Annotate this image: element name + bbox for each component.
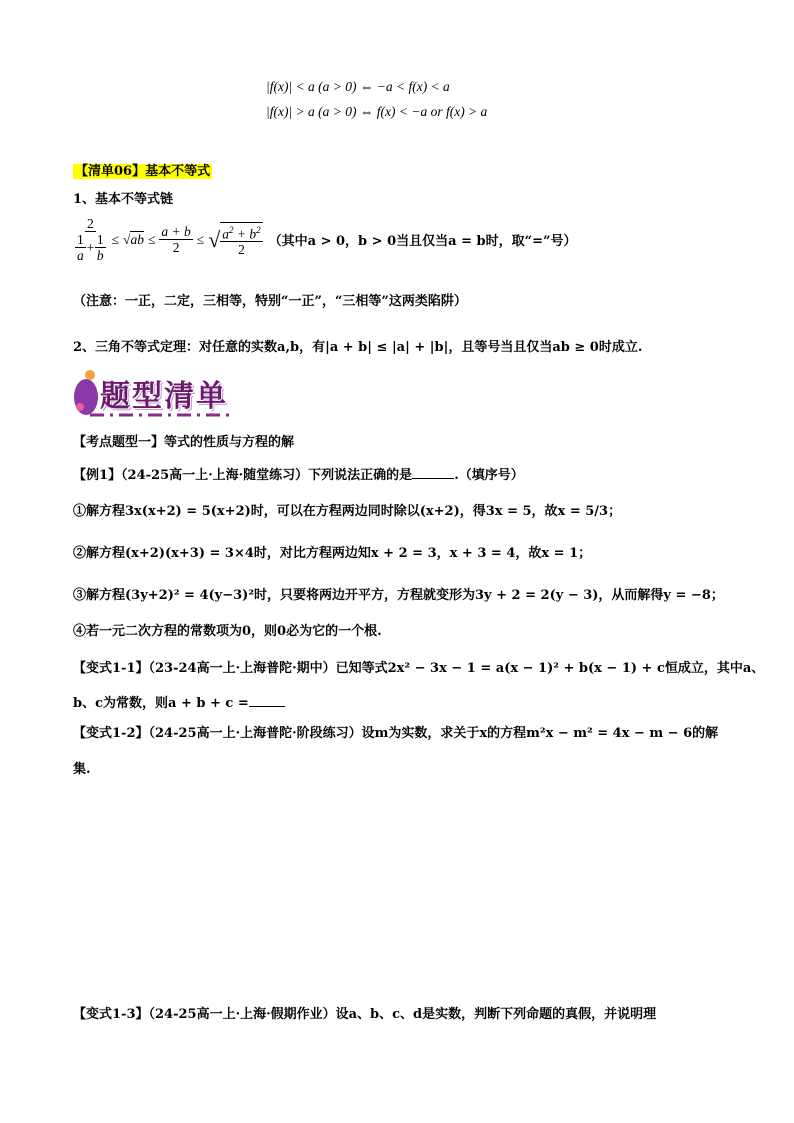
question-type-banner xyxy=(70,367,235,419)
variant1-2-line2: 集. xyxy=(73,762,91,777)
attention-note: （注意：一正，二定，三相等，特别“一正”，“三相等”这两类陷阱） xyxy=(73,294,467,309)
example1-option-3: ③解方程(3y+2)² = 4(y−3)²时，只要将两边开平方，方程就变形为3y + 2 = 2(y − 3)，从而解得y = −8； xyxy=(73,588,724,603)
abs-inequality-line-2: |f(x)| > a (a > 0) ⇔ f(x) < −a or f(x) > a xyxy=(266,104,488,119)
answer-blank[interactable] xyxy=(249,694,285,707)
answer-blank[interactable] xyxy=(412,466,454,479)
example1-option-2: ②解方程(x+2)(x+3) = 3×4时，对比方程两边知x + 2 = 3，x + 3 = 4，故x = 1； xyxy=(73,546,592,561)
item1-title: 1、基本不等式链 xyxy=(73,192,174,207)
example1-option-4: ④若一元二次方程的常数项为0，则0必为它的一个根. xyxy=(73,624,382,639)
variant1-3-stem: 【变式1-3】（24-25高一上·上海·假期作业）设a、b、c、d是实数，判断下列命题的真假，并说明理 xyxy=(73,1007,657,1022)
quadratic-mean: √ $\frac{a^2 + b^2}{2}$ xyxy=(208,222,262,258)
triangle-inequality: 2、三角不等式定理：对任意的实数a,b，有|a + b| ≤ |a| + |b|，且等号当且仅当ab ≥ 0时成立. xyxy=(73,340,643,355)
list06-tag: 【清单06】基本不等式 xyxy=(75,164,211,179)
abs-inequality-line-1: |f(x)| < a (a > 0) ⇔ −a < f(x) < a xyxy=(266,79,450,94)
example1-option-1: ①解方程3x(x+2) = 5(x+2)时，可以在方程两边同时除以(x+2)，得3x = 5，故x = 5/3； xyxy=(73,504,622,519)
banner-text: 题型清单 xyxy=(100,379,228,414)
variant1-1-line2: b、c为常数，则a + b + c = xyxy=(73,692,285,711)
arithmetic-mean: $\frac{a + b}{2}$ xyxy=(161,224,191,255)
inequality-chain: 2 $\frac{1}{a}$ + $\frac{1}{b}$ ≤ √ab ≤ $\frac{a + b}{2}$ ≤ √ $\frac{a^2 + b^2}{2}$ （其中a > 0，b > 0当且仅当a = b时，取“=”号） xyxy=(73,216,576,263)
geometric-mean: √ab xyxy=(123,231,144,247)
example1-stem: 【例1】（24-25高一上·上海·随堂练习）下列说法正确的是 .（填序号） xyxy=(73,468,524,483)
variant1-2-stem: 【变式1-2】（24-25高一上·上海普陀·阶段练习）设m为实数，求关于x的方程m²x − m² = 4x − m − 6的解 xyxy=(73,726,719,741)
variant1-1-stem: 【变式1-1】（23-24高一上·上海普陀·期中）已知等式2x² − 3x − 1 = a(x − 1)² + b(x − 1) + c恒成立，其中a、 xyxy=(73,661,765,676)
harmonic-mean: 2 $\frac{1}{a}$ + $\frac{1}{b}$ xyxy=(77,216,104,263)
chain-note: （其中a > 0，b > 0当且仅当a = b时，取“=”号） xyxy=(268,234,577,249)
section1-title: 【考点题型一】等式的性质与方程的解 xyxy=(73,435,295,450)
